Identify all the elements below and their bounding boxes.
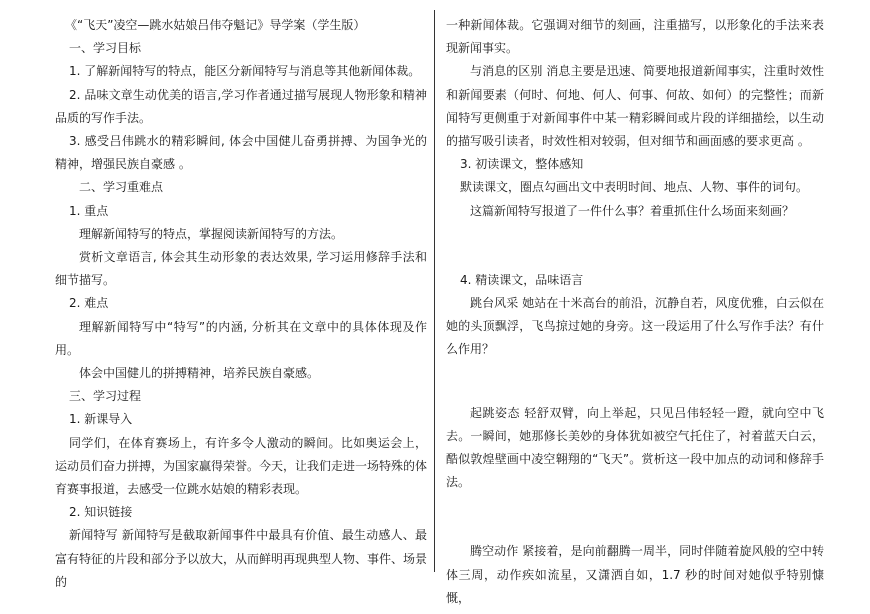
first-reading-task-1: 默读课文，圈点勾画出文中表明时间、地点、人物、事件的词句。 bbox=[460, 180, 809, 195]
close-reading-platform: 跳台风采 她站在十米高台的前沿，沉静自若，风度优雅，白云似在她的头顶飘浮，飞鸟掠过她的身旁。这一段运用了什么写作手法？有什么作用？ bbox=[446, 296, 824, 357]
subheading-intro: 1. 新课导入 bbox=[69, 412, 133, 427]
difficulty-point-2: 体会中国健儿的拼搏精神，培养民族自豪感。 bbox=[79, 366, 320, 381]
answer-space bbox=[446, 494, 824, 540]
close-reading-aerial: 腾空动作 紧接着，是向前翻腾一周半，同时伴随着旋风般的空中转体三周，动作疾如流星，又潇洒自如，1.7 秒的时间对她似乎特别慷慨， bbox=[446, 544, 824, 605]
key-point-1: 理解新闻特写的特点，掌握阅读新闻特写的方法。 bbox=[79, 226, 344, 241]
section-heading-key-points: 二、学习重难点 bbox=[79, 180, 164, 195]
knowledge-paragraph: 新闻特写 新闻特写是截取新闻事件中最具有价值、最生动感人、最富有特征的片段和部分予以放大，从而鲜明再现典型人物、事件、场景的 bbox=[55, 528, 428, 589]
subheading-key: 1. 重点 bbox=[69, 203, 109, 218]
answer-space bbox=[446, 362, 824, 402]
section-heading-objectives: 一、学习目标 bbox=[69, 41, 142, 56]
subheading-close-reading: 4. 精读课文，品味语言 bbox=[460, 272, 584, 287]
first-reading-task-2: 这篇新闻特写报道了一件什么事？着重抓住什么场面来刻画？ bbox=[470, 203, 795, 218]
column-divider bbox=[434, 10, 435, 572]
knowledge-paragraph-continued: 一种新闻体裁。它强调对细节的刻画，注重描写，以形象化的手法来表现新闻事实。 bbox=[446, 18, 824, 56]
subheading-difficulty: 2. 难点 bbox=[69, 296, 109, 311]
objective-item-3: 3. 感受吕伟跳水的精彩瞬间, 体会中国健儿奋勇拼搏、为国争光的精神，增强民族自豪感 。 bbox=[55, 134, 427, 172]
answer-space bbox=[446, 223, 824, 269]
document-title: 《“飞天”凌空—跳水姑娘吕伟夺魁记》导学案（学生版） bbox=[65, 18, 366, 32]
intro-paragraph: 同学们，在体育赛场上，有许多令人激动的瞬间。比如奥运会上，运动员们奋力拼搏，为国家赢得荣誉。今天，让我们走进一场特殊的体育赛事报道，去感受一位跳水姑娘的精彩表现。 bbox=[55, 435, 428, 497]
objective-item-2: 2. 品味文章生动优美的语言,学习作者通过描写展现人物形象和精神品质的写作手法。 bbox=[55, 87, 427, 125]
right-column bbox=[446, 14, 824, 610]
key-point-2: 赏析文章语言, 体会其生动形象的表达效果, 学习运用修辞手法和细节描写。 bbox=[55, 250, 427, 288]
difficulty-point-1: 理解新闻特写中“特写”的内涵, 分析其在文章中的具体体现及作用。 bbox=[55, 319, 427, 357]
section-heading-process: 三、学习过程 bbox=[69, 389, 142, 404]
subheading-first-reading: 3. 初读课文，整体感知 bbox=[460, 157, 584, 172]
objective-item-1: 1. 了解新闻特写的特点，能区分新闻特写与消息等其他新闻体裁。 bbox=[69, 64, 421, 79]
comparison-paragraph: 与消息的区别 消息主要是迅速、简要地报道新闻事实，注重时效性和新闻要素（何时、何地、何人、何事、何故、如何）的完整性；而新闻特写更侧重于对新闻事件中某一精彩瞬间或片段的详细描绘，以生动的描写吸引读者，时效性相对较弱，但对细节和画面感的要求更高 。 bbox=[446, 64, 824, 149]
subheading-knowledge: 2. 知识链接 bbox=[69, 505, 133, 520]
close-reading-takeoff: 起跳姿态 轻舒双臂，向上举起，只见吕伟轻轻一蹬，就向空中飞去。一瞬间，她那修长美妙的身体犹如被空气托住了，衬着蓝天白云，酷似敦煌壁画中凌空翱翔的“飞天”。赏析这一段中加点的动词和修辞手法。 bbox=[446, 405, 824, 490]
left-column bbox=[55, 14, 427, 594]
